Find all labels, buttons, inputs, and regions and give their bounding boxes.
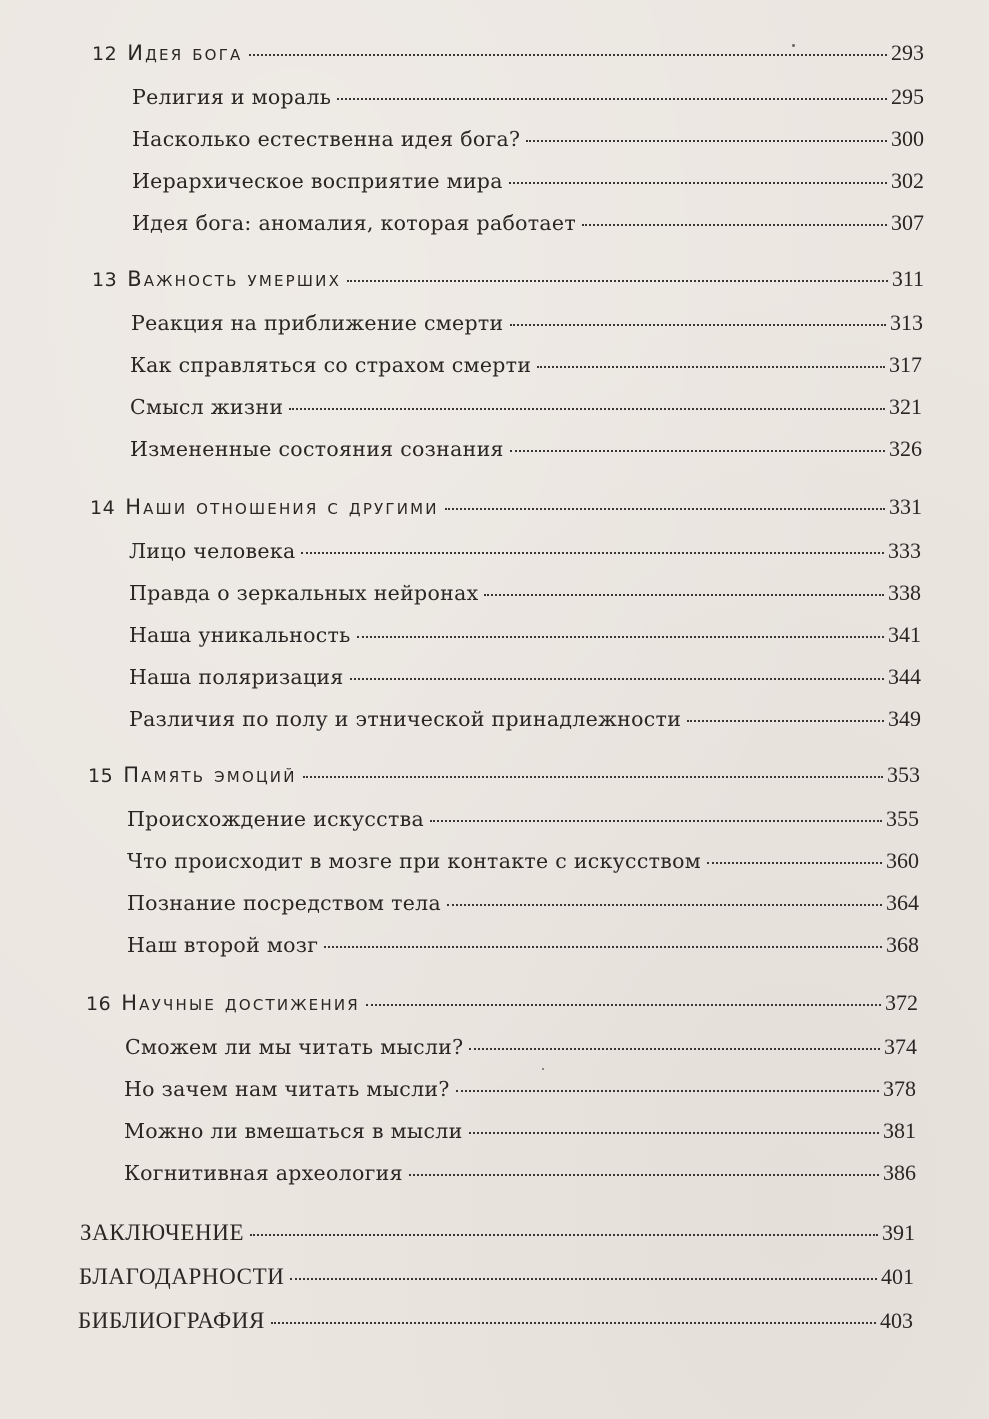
chapter-title: Наши отношения с другими bbox=[125, 495, 439, 519]
dot-leader bbox=[537, 366, 885, 368]
dot-leader bbox=[357, 636, 884, 638]
section-entry bbox=[129, 664, 921, 690]
dot-leader bbox=[430, 820, 882, 822]
section-title: Смысл жизни bbox=[130, 395, 284, 419]
chapter-15-entry bbox=[88, 762, 920, 788]
page-number: 331 bbox=[889, 494, 922, 519]
section-entry bbox=[127, 848, 919, 874]
section-title: Познание посредством тела bbox=[127, 891, 442, 915]
dot-leader bbox=[250, 1234, 878, 1236]
section-entry bbox=[124, 1118, 916, 1144]
page-number: 293 bbox=[891, 40, 924, 65]
section-entry bbox=[129, 622, 921, 648]
chapter-14-entry bbox=[90, 494, 922, 520]
chapter-13-entry bbox=[92, 266, 924, 292]
section-title: Различия по полу и этнической принадлежности bbox=[129, 707, 682, 731]
paper-speck bbox=[792, 44, 795, 47]
backmatter-bibliography bbox=[78, 1308, 913, 1334]
page-number: 386 bbox=[883, 1160, 916, 1185]
section-title: Происхождение искусства bbox=[127, 807, 424, 831]
page-number: 368 bbox=[886, 932, 919, 957]
chapter-title: Память эмоций bbox=[123, 763, 297, 787]
page-number: 374 bbox=[884, 1034, 917, 1059]
section-entry bbox=[132, 126, 924, 152]
dot-leader bbox=[271, 1322, 876, 1324]
chapter-12-entry bbox=[92, 40, 924, 66]
page-number: 333 bbox=[888, 538, 921, 563]
section-entry bbox=[124, 1076, 916, 1102]
dot-leader bbox=[350, 678, 884, 680]
dot-leader bbox=[289, 408, 885, 410]
dot-leader bbox=[469, 1132, 879, 1134]
page-number: 378 bbox=[883, 1076, 916, 1101]
page-number: 313 bbox=[890, 310, 923, 335]
section-entry bbox=[130, 436, 922, 462]
page-number: 300 bbox=[891, 126, 924, 151]
chapter-title: Идея бога bbox=[127, 41, 243, 65]
page-number: 349 bbox=[888, 706, 921, 731]
chapter-number: 14 bbox=[90, 497, 116, 519]
page-number: 391 bbox=[882, 1220, 915, 1245]
dot-leader bbox=[324, 946, 882, 948]
backmatter-title: БИБЛИОГРАФИЯ bbox=[78, 1308, 265, 1333]
section-entry bbox=[132, 168, 924, 194]
page-number: 344 bbox=[888, 664, 921, 689]
chapter-number: 12 bbox=[92, 43, 118, 65]
dot-leader bbox=[484, 594, 884, 596]
dot-leader bbox=[303, 776, 883, 778]
chapter-number: 15 bbox=[88, 765, 114, 787]
page-number: 401 bbox=[881, 1264, 914, 1289]
section-title: Лицо человека bbox=[129, 539, 296, 563]
dot-leader bbox=[249, 54, 888, 56]
section-title: Наш второй мозг bbox=[127, 933, 319, 957]
section-entry bbox=[127, 932, 919, 958]
section-entry bbox=[129, 706, 921, 732]
page-number: 338 bbox=[888, 580, 921, 605]
backmatter-acknowledgements bbox=[79, 1264, 914, 1290]
dot-leader bbox=[337, 98, 887, 100]
dot-leader bbox=[687, 720, 884, 722]
dot-leader bbox=[301, 552, 884, 554]
dot-leader bbox=[456, 1090, 879, 1092]
page-number: 381 bbox=[883, 1118, 916, 1143]
section-title: Измененные состояния сознания bbox=[130, 437, 504, 461]
section-title: Что происходит в мозге при контакте с искусством bbox=[127, 849, 701, 873]
chapter-number: 16 bbox=[86, 993, 112, 1015]
chapter-number: 13 bbox=[92, 269, 118, 291]
page-number: 307 bbox=[891, 210, 924, 235]
dot-leader bbox=[366, 1004, 881, 1006]
section-title: Как справляться со страхом смерти bbox=[130, 353, 532, 377]
dot-leader bbox=[347, 280, 888, 282]
section-title: Иерархическое восприятие мира bbox=[132, 169, 503, 193]
page-number: 372 bbox=[885, 990, 918, 1015]
section-entry bbox=[129, 538, 921, 564]
paper-speck bbox=[542, 1068, 544, 1070]
section-title: Можно ли вмешаться в мысли bbox=[124, 1119, 463, 1143]
page-number: 341 bbox=[888, 622, 921, 647]
page-number: 295 bbox=[891, 84, 924, 109]
dot-leader bbox=[469, 1048, 880, 1050]
dot-leader bbox=[447, 904, 882, 906]
section-title: Религия и мораль bbox=[132, 85, 332, 109]
page-number: 360 bbox=[886, 848, 919, 873]
dot-leader bbox=[445, 508, 885, 510]
section-title: Насколько естественна идея бога? bbox=[132, 127, 521, 151]
backmatter-title: ЗАКЛЮЧЕНИЕ bbox=[80, 1220, 245, 1245]
section-title: Реакция на приближение смерти bbox=[131, 311, 504, 335]
section-entry bbox=[132, 84, 924, 110]
page-number: 302 bbox=[891, 168, 924, 193]
page-number: 403 bbox=[880, 1308, 913, 1333]
section-entry bbox=[130, 394, 922, 420]
dot-leader bbox=[509, 182, 887, 184]
page-number: 317 bbox=[889, 352, 922, 377]
section-entry bbox=[124, 1160, 916, 1186]
dot-leader bbox=[707, 862, 882, 864]
dot-leader bbox=[409, 1174, 879, 1176]
section-entry bbox=[125, 1034, 917, 1060]
section-entry bbox=[127, 890, 919, 916]
section-title: Когнитивная археология bbox=[124, 1161, 403, 1185]
dot-leader bbox=[526, 140, 887, 142]
section-title: Правда о зеркальных нейронах bbox=[129, 581, 479, 605]
section-entry bbox=[132, 210, 924, 236]
page-number: 355 bbox=[886, 806, 919, 831]
dot-leader bbox=[582, 224, 887, 226]
section-entry bbox=[129, 580, 921, 606]
page-number: 311 bbox=[891, 266, 924, 291]
page-number: 326 bbox=[889, 436, 922, 461]
section-title: Идея бога: аномалия, которая работает bbox=[132, 211, 576, 235]
section-title: Наша уникальность bbox=[129, 623, 351, 647]
backmatter-conclusion bbox=[80, 1220, 915, 1246]
page-number: 353 bbox=[887, 762, 920, 787]
backmatter-title: БЛАГОДАРНОСТИ bbox=[79, 1264, 285, 1289]
section-entry bbox=[130, 352, 922, 378]
section-title: Сможем ли мы читать мысли? bbox=[125, 1035, 464, 1059]
section-entry bbox=[127, 806, 919, 832]
dot-leader bbox=[510, 324, 887, 326]
page-number: 364 bbox=[886, 890, 919, 915]
dot-leader bbox=[510, 450, 885, 452]
section-title: Наша поляризация bbox=[129, 665, 344, 689]
section-title: Но зачем нам читать мысли? bbox=[124, 1077, 450, 1101]
section-entry bbox=[131, 310, 923, 336]
chapter-16-entry bbox=[86, 990, 918, 1016]
dot-leader bbox=[290, 1278, 877, 1280]
chapter-title: Научные достижения bbox=[121, 991, 360, 1015]
chapter-title: Важность умерших bbox=[127, 267, 342, 291]
page-number: 321 bbox=[889, 394, 922, 419]
